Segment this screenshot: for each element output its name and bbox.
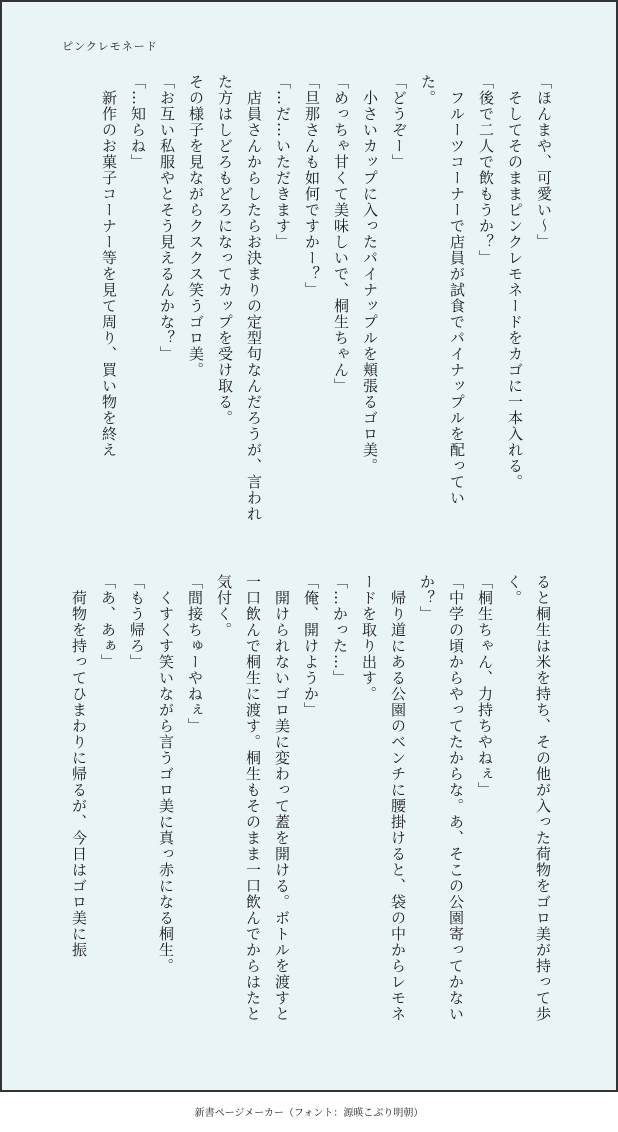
page-header-title: ピンクレモネード — [62, 40, 158, 53]
text-block-bottom: ると桐生は米を持ち、その他が入った荷物をゴロ美が持って歩く。 「桐生ちゃん、力持ちやねぇ」 「中学の頃からやってたからな。あ、そこの公園寄ってかないか？」 帰り道にある公園のベンチに腰掛けると、袋の中からレモネードを取り出す。 「…かった…」 「俺、開けようか」 開けられないゴロ美に変わって蓋を開ける。ボトルを渡すと一口飲んで桐生に渡す。桐生もそのまま一口飲んでからはたと気付く。 「間接ちゅーやねぇ」 くすくす笑いながら言うゴロ美に真っ赤になる桐生。 「もう帰ろ」 「あ、あぁ」 荷物を持ってひまわりに帰るが、今日はゴロ美に振 — [70, 574, 552, 1022]
page-footer-credit: 新書ページメーカー（フォント：源暎こぶり明朝） — [194, 1108, 424, 1119]
text-block-top: 「ほんまや、可愛い〜」 そしてそのままピンクレモネードをカゴに一本入れる。 「後で二人で飲もうか？」 フルーツコーナーで店員が試食でパイナップルを配っていた。 「どうぞー」 小さいカップに入ったパイナップルを頬張るゴロ美。 「めっちゃ甘くて美味しいで、桐生ちゃん」 「旦那さんも如何ですかー？」 「…だ…いただきます」 店員さんからしたらお決まりの定型句なんだろうが、言われた方はしどろもどろになってカップを受け取る。 その様子を見ながらクスクス笑うゴロ美。 「お互い私服やとそう見えるんかな？」 「…知らね」 新作のお菓子コーナー等を見て周り、買い物を終え — [100, 74, 553, 522]
